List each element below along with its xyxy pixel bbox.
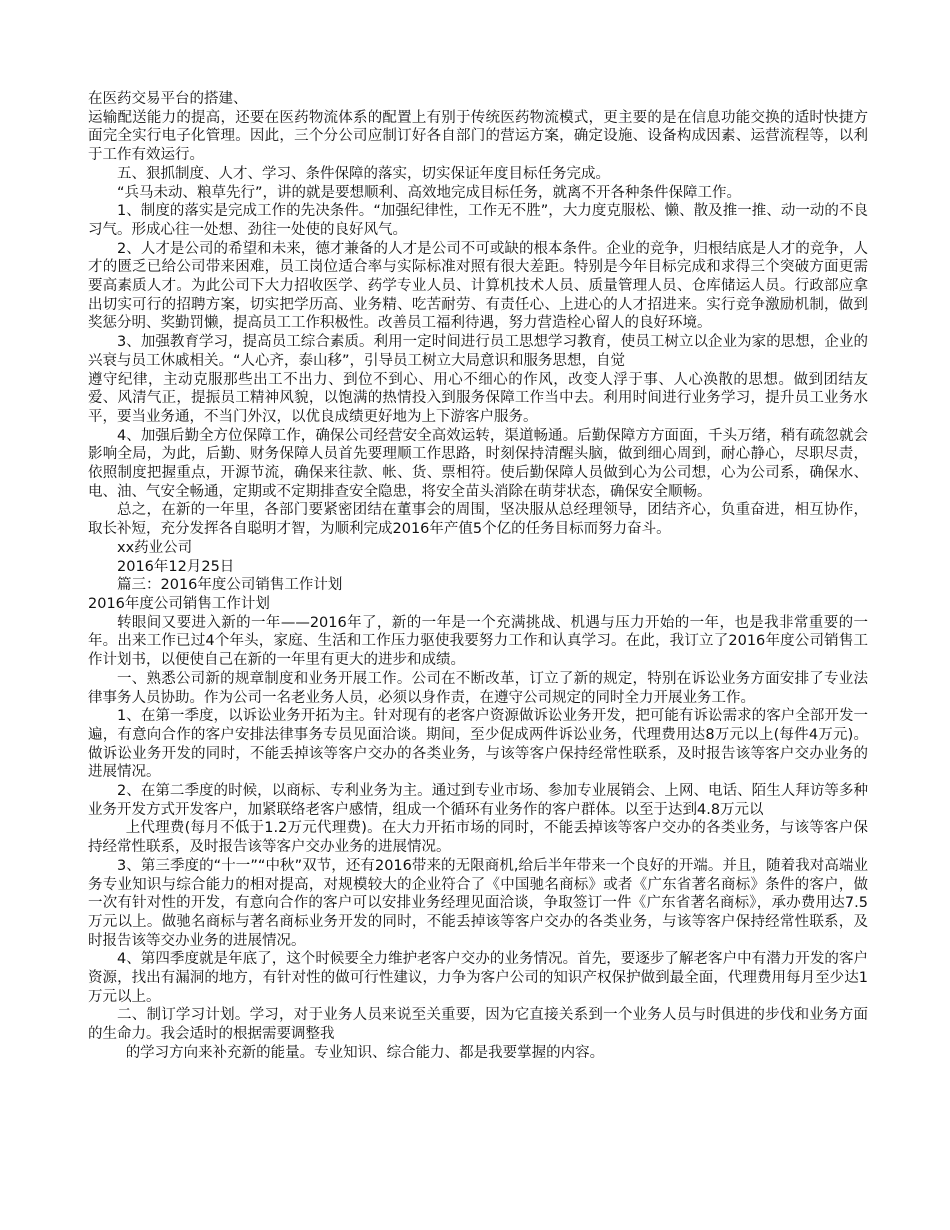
paragraph: 转眼间又要进入新的一年——2016年了，新的一年是一个充满挑战、机遇与压力开始的一年，也是我非常重要的一年。出来工作已过4个年头，家庭、生活和工作压力驱使我要努力工作和认真学习。在此，我订立了2016年度公司销售工作计划书，以便使自己在新的一年里有更大的进步和成绩。 (88, 614, 868, 669)
paragraph: 五、狠抓制度、人才、学习、条件保障的落实，切实保证年度目标任务完成。 (117, 165, 610, 182)
paragraph: 4、加强后勤全方位保障工作，确保公司经营安全高效运转，渠道畅通。后勤保障方方面面，千头万绪，稍有疏忽就会影响全局，为此，后勤、财务保障人员首先要理顺工作思路，时刻保持清醒头脑，做到细心周到，耐心静心，尽职尽责，依照制度把握重点，开源节流，确保来往款、帐、货、票相符。使后勤保障人员做到心为公司想，心为公司系，确保水、电、油、气安全畅通，定期或不定期排查安全隐患，将安全苗头消除在萌芽状态，确保安全顺畅。 (88, 427, 868, 500)
paragraph: 二、制订学习计划。学习，对于业务人员来说至关重要，因为它直接关系到一个业务人员与时俱进的步伐和业务方面的生命力。我会适时的根据需要调整我 (88, 1007, 868, 1043)
signature-date: 2016年12月25日 (117, 558, 235, 575)
paragraph: 4、第四季度就是年底了，这个时候要全力维护老客户交办的业务情况。首先，要逐步了解老客户中有潜力开发的客户资源，找出有漏洞的地方，有针对性的做可行性建议，力争为客户公司的知识产权保护做到最全面，代理费用每月至少达1万元以上。 (88, 951, 868, 1005)
paragraph: 3、加强教育学习，提高员工综合素质。利用一定时间进行员工思想学习教育，使员工树立以企业为家的思想，企业的兴衰与员工休戚相关。“人心齐，泰山移”，引导员工树立大局意识和服务思想，自觉 (88, 334, 868, 369)
paragraph: 总之，在新的一年里，各部门要紧密团结在董事会的周围，坚决服从总经理领导，团结齐心，负重奋进，相互协作，取长补短，充分发挥各自聪明才智，为顺利完成2016年产值5个亿的任务目标而努力奋斗。 (88, 502, 868, 538)
document-title: 2016年度公司销售工作计划 (88, 595, 270, 612)
paragraph: 3、第三季度的“十一”“中秋”双节，还有2016带来的无限商机,给后半年带来一个良好的开端。并且，随着我对高端业务专业知识与综合能力的相对提高，对规模较大的企业符合了《中国驰名商标》或者《广东省著名商标》条件的客户，做一次有针对性的开发，有意向合作的客户可以安排业务经理见面洽谈，争取签订一件《广东省著名商标》，承办费用达7.5万元以上。做驰名商标与著名商标业务开发的同时，不能丢掉该等客户交办的各类业务，与该等客户保持经常性联系，及时报告该等交办业务的进展情况。 (88, 857, 868, 949)
paragraph: 遵守纪律，主动克服那些出工不出力、到位不到心、用心不细心的作风，改变人浮于事、人心涣散的思想。做到团结友爱、风清气正，提振员工精神风貌，以饱满的热情投入到服务保障工作当中去。利用时间进行业务学习，提升员工业务水平，要当业务通，不当门外汉，以优良成绩更好地为上下游客户服务。 (88, 371, 868, 425)
paragraph: 的学习方向来补充新的能量。专业知识、综合能力、都是我要掌握的内容。 (125, 1044, 605, 1061)
paragraph: “兵马未动、粮草先行”，讲的就是要想顺利、高效地完成目标任务，就离不开各种条件保障工作。 (117, 184, 742, 201)
paragraph: 2、在第二季度的时候，以商标、专利业务为主。通过到专业市场、参加专业展销会、上网、电话、陌生人拜访等多种业务开发方式开发客户，加紧联络老客户感情，组成一个循环有业务作的客户群体。以至于达到4.8万元以 (88, 783, 868, 818)
document-body (88, 90, 868, 1063)
paragraph: 1、制度的落实是完成工作的先决条件。“加强纪律性，工作无不胜”，大力度克服松、懒、散及推一推、动一动的不良习气。形成心往一处想、劲往一处使的良好风气。 (88, 203, 868, 238)
paragraph: 一、熟悉公司新的规章制度和业务开展工作。公司在不断改革，订立了新的规定，特别在诉讼业务方面安排了专业法律事务人员协助。作为公司一名老业务人员，必须以身作责，在遵守公司规定的同时全力开展业务工作。 (88, 670, 868, 706)
company-signature: xx药业公司 (117, 539, 193, 556)
paragraph: 在医药交易平台的搭建、 (88, 91, 248, 107)
paragraph: 1、在第一季度，以诉讼业务开拓为主。针对现有的老客户资源做诉讼业务开发，把可能有诉讼需求的客户全部开发一遍，有意向合作的客户安排法律事务专员见面洽谈。期间，至少促成两件诉讼业务，代理费用达8万元以上(每件4万元)。做诉讼业务开发的同时，不能丢掉该等客户交办的各类业务，与该等客户保持经常性联系，及时报告该等客户交办业务的进展情况。 (88, 708, 868, 781)
paragraph: 上代理费(每月不低于1.2万元代理费)。在大力开拓市场的同时，不能丢掉该等客户交办的各类业务，与该等客户保持经常性联系，及时报告该等客户交办业务的进展情况。 (88, 820, 868, 856)
paragraph: 运输配送能力的提高，还要在医药物流体系的配置上有别于传统医药物流模式，更主要的是在信息功能交换的适时快捷方面完全实行电子化管理。因此，三个分公司应制订好各自部门的营运方案，确定设施、设备构成因素、运营流程等，以利于工作有效运行。 (88, 109, 868, 164)
section-heading: 篇三：2016年度公司销售工作计划 (117, 577, 343, 594)
paragraph: 2、人才是公司的希望和未来，德才兼备的人才是公司不可或缺的根本条件。企业的竞争，归根结底是人才的竞争，人才的匮乏已给公司带来困难，员工岗位适合率与实际标准对照有很大差距。特别是今年目标完成和求得三个突破方面更需要高素质人才。为此公司下大力招收医学、药学专业人员、计算机技术人员、质量管理人员、仓库储运人员。行政部应拿出切实可行的招聘方案，切实把学历高、业务精、吃苦耐劳、有责任心、上进心的人才招进来。实行竞争激励机制，做到奖惩分明、奖勤罚懒，提高员工工作积极性。改善员工福利待遇，努力营造栓心留人的良好环境。 (88, 240, 868, 332)
